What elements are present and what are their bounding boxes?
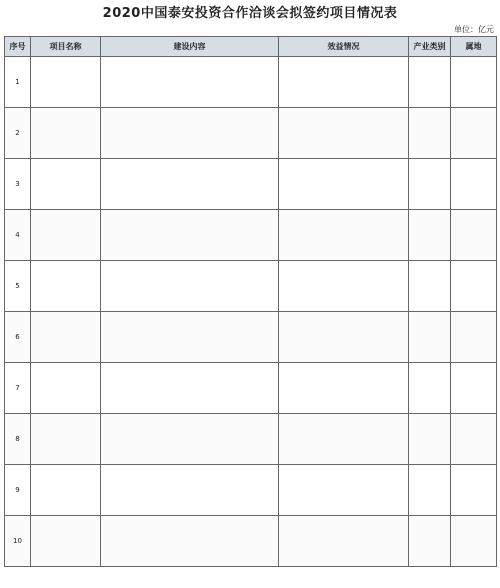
cell-name bbox=[31, 414, 101, 465]
cell-benefit bbox=[279, 108, 409, 159]
table-header bbox=[5, 37, 497, 57]
cell-num: 2 bbox=[5, 108, 31, 159]
cell-name bbox=[31, 57, 101, 108]
table-row bbox=[5, 57, 497, 108]
header-content: 建设内容 bbox=[101, 37, 279, 57]
unit-note: 单位：亿元 bbox=[454, 25, 494, 34]
cell-name bbox=[31, 363, 101, 414]
cell-num: 7 bbox=[5, 363, 31, 414]
cell-num: 1 bbox=[5, 57, 31, 108]
header-region: 属地 bbox=[451, 37, 497, 57]
cell-benefit bbox=[279, 363, 409, 414]
cell-benefit bbox=[279, 210, 409, 261]
table-row bbox=[5, 414, 497, 465]
cell-name bbox=[31, 312, 101, 363]
header-name: 项目名称 bbox=[31, 37, 101, 57]
cell-benefit bbox=[279, 159, 409, 210]
cell-benefit bbox=[279, 465, 409, 516]
cell-content bbox=[101, 261, 279, 312]
cell-region bbox=[451, 159, 497, 210]
cell-benefit bbox=[279, 261, 409, 312]
project-table bbox=[4, 36, 497, 567]
cell-region bbox=[451, 57, 497, 108]
cell-field bbox=[409, 57, 451, 108]
cell-field bbox=[409, 516, 451, 567]
table-row bbox=[5, 312, 497, 363]
table-body bbox=[5, 57, 497, 567]
cell-benefit bbox=[279, 312, 409, 363]
cell-content bbox=[101, 210, 279, 261]
cell-name bbox=[31, 261, 101, 312]
table-row bbox=[5, 516, 497, 567]
cell-name bbox=[31, 159, 101, 210]
cell-name bbox=[31, 465, 101, 516]
cell-benefit bbox=[279, 516, 409, 567]
cell-content bbox=[101, 312, 279, 363]
cell-field bbox=[409, 261, 451, 312]
table-row bbox=[5, 159, 497, 210]
cell-field bbox=[409, 159, 451, 210]
cell-num: 10 bbox=[5, 516, 31, 567]
cell-content bbox=[101, 414, 279, 465]
table-row bbox=[5, 210, 497, 261]
cell-content bbox=[101, 108, 279, 159]
table-row bbox=[5, 261, 497, 312]
cell-region bbox=[451, 465, 497, 516]
cell-field bbox=[409, 210, 451, 261]
cell-region bbox=[451, 363, 497, 414]
cell-name bbox=[31, 108, 101, 159]
cell-field bbox=[409, 108, 451, 159]
cell-region bbox=[451, 261, 497, 312]
header-benefit: 效益情况 bbox=[279, 37, 409, 57]
cell-region bbox=[451, 108, 497, 159]
cell-num: 5 bbox=[5, 261, 31, 312]
cell-benefit bbox=[279, 414, 409, 465]
cell-content bbox=[101, 159, 279, 210]
cell-region bbox=[451, 414, 497, 465]
cell-region bbox=[451, 516, 497, 567]
cell-field bbox=[409, 363, 451, 414]
cell-name bbox=[31, 210, 101, 261]
cell-benefit bbox=[279, 57, 409, 108]
cell-content bbox=[101, 57, 279, 108]
header-row bbox=[5, 37, 497, 57]
cell-num: 4 bbox=[5, 210, 31, 261]
cell-num: 6 bbox=[5, 312, 31, 363]
cell-num: 3 bbox=[5, 159, 31, 210]
cell-field bbox=[409, 414, 451, 465]
cell-region bbox=[451, 210, 497, 261]
header-num: 序号 bbox=[5, 37, 31, 57]
table-row bbox=[5, 465, 497, 516]
document-title: 2020中国泰安投资合作洽谈会拟签约项目情况表 bbox=[102, 6, 398, 21]
cell-num: 9 bbox=[5, 465, 31, 516]
cell-content bbox=[101, 516, 279, 567]
table-row bbox=[5, 363, 497, 414]
table-row bbox=[5, 108, 497, 159]
cell-num: 8 bbox=[5, 414, 31, 465]
cell-content bbox=[101, 363, 279, 414]
cell-region bbox=[451, 312, 497, 363]
cell-name bbox=[31, 516, 101, 567]
cell-field bbox=[409, 312, 451, 363]
header-field: 产业类别 bbox=[409, 37, 451, 57]
cell-field bbox=[409, 465, 451, 516]
cell-content bbox=[101, 465, 279, 516]
